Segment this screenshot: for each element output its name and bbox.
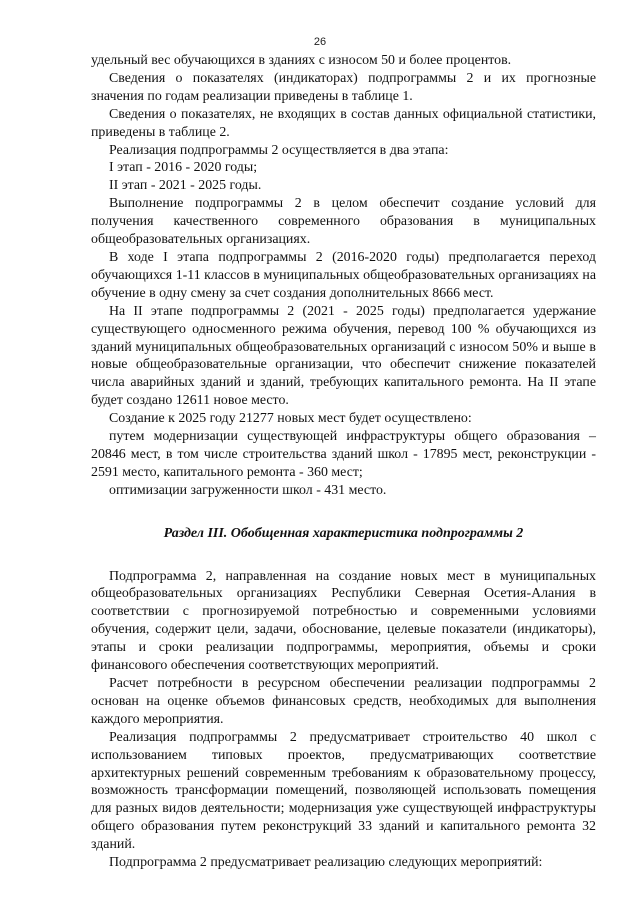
paragraph: Сведения о показателях, не входящих в состав данных официальной статистики, приведены в таблице 2. [91, 106, 596, 140]
paragraph: путем модернизации существующей инфраструктуры общего образования – 20846 мест, в том числе строительства зданий школ - 17895 мест, реконструкции - 2591 место, капитального ремонта - 360 мест; [91, 429, 596, 480]
paragraph: Подпрограмма 2, направленная на создание новых мест в муниципальных общеобразовательных организациях Республики Северная Осетия-Алания в соответствии с прогнозируемой потребностью и современными условиями обучения, содержит цели, задачи, обоснование, целевые показатели (индикаторы), этапы и сроки реализации подпрограммы, мероприятия, объемы и сроки финансового обеспечения соответствующих мероприятий. [91, 568, 596, 674]
paragraph: Сведения о показателях (индикаторах) подпрограммы 2 и их прогнозные значения по годам реализации приведены в таблице 1. [91, 70, 596, 104]
page-number: 26 [313, 36, 327, 48]
paragraph: удельный вес обучающихся в зданиях с износом 50 и более процентов. [91, 53, 512, 68]
section-heading: Раздел III. Обобщенная характеристика подпрограммы 2 [163, 525, 524, 541]
stage-line: I этап - 2016 - 2020 годы; [109, 160, 258, 176]
paragraph: На II этапе подпрограммы 2 (2021 - 2025 годы) предполагается удержание существующего односменного режима обучения, перевод 100 % обучающихся из зданий муниципальных общеобразовательных организаций с износом 50% и выше в новые общеобразовательные организации, что обеспечит снижение показателей числа аварийных зданий и зданий, требующих капитального ремонта. На II этапе будет создано 12611 новое место. [91, 303, 596, 409]
document-body [91, 52, 596, 872]
paragraph: Расчет потребности в ресурсном обеспечении реализации подпрограммы 2 основан на оценке объемов финансовых средств, необходимых для выполнения каждого мероприятия. [91, 676, 596, 727]
paragraph: оптимизации загруженности школ - 431 место. [109, 482, 387, 498]
stage-line: II этап - 2021 - 2025 годы. [109, 178, 262, 194]
paragraph: Подпрограмма 2 предусматривает реализацию следующих мероприятий: [109, 855, 543, 871]
paragraph: В ходе I этапа подпрограммы 2 (2016-2020 годы) предполагается переход обучающихся 1-11 классов в муниципальных общеобразовательных организациях на обучение в одну смену за счет создания дополнительных 8666 мест. [91, 249, 596, 301]
paragraph: Создание к 2025 году 21277 новых мест будет осуществлено: [109, 411, 472, 427]
paragraph: Реализация подпрограммы 2 предусматривает строительство 40 школ с использованием типовых проектов, предусматривающих соответствие архитектурных решений современным требованиям к образовательному процессу, возможность трансформации помещений, позволяющей использовать помещения для разных видов деятельности; модернизация уже существующей инфраструктуры общего образования путем реконструкций 33 зданий и капитального ремонта 32 зданий. [91, 729, 596, 853]
paragraph: Реализация подпрограммы 2 осуществляется в два этапа: [109, 142, 449, 158]
paragraph: Выполнение подпрограммы 2 в целом обеспечит создание условий для получения качественного современного образования в муниципальных общеобразовательных организациях. [91, 196, 596, 248]
